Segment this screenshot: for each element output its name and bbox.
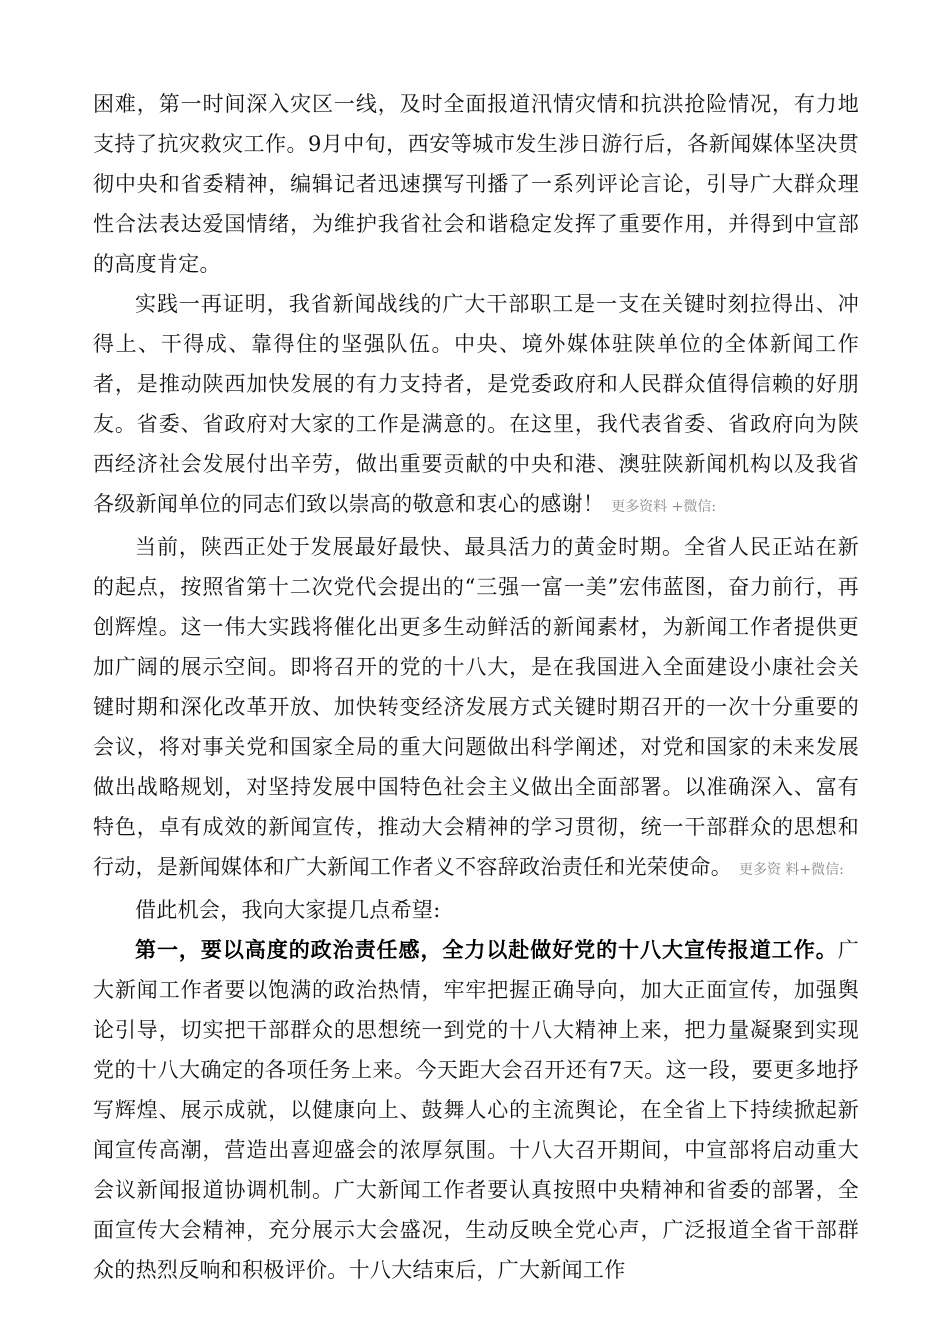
watermark-text: 更多资料 +微信: <box>611 499 717 515</box>
document-page <box>93 84 859 1290</box>
paragraph-news-team-praise <box>93 284 859 527</box>
paragraph-text: 借此机会，我向大家提几点希望: <box>135 898 441 922</box>
paragraph-text: 广大新闻工作者要以饱满的政治热情，牢牢把握正确导向，加大正面宣传，加强舆论引导，切实把干部群众的思想统一到党的十八大精神上来，把力量凝聚到实现党的十八大确定的各项任务上来。今天距大会召开还有7天。这一段，要更多地抒写辉煌、展示成就，以健康向上、鼓舞人心的主流舆论，在全省上下持续掀起新闻宣传高潮，营造出喜迎盛会的浓厚氛围。十八大召开期间，中宣部将启动重大会议新闻报道协调机制。广大新闻工作者要认真按照中央精神和省委的部署，全面宣传大会精神，充分展示大会盛况，生动反映全党心声，广泛报道全省干部群众的热烈反响和积极评价。十八大结束后，广大新闻工作 <box>93 938 859 1282</box>
section-heading: 第一，要以高度的政治责任感，全力以赴做好党的十八大宣传报道工作。 <box>135 937 838 962</box>
paragraph-text: 困难，第一时间深入灾区一线，及时全面报道汛情灾情和抗洪抢险情况，有力地支持了抗灾救灾工作。9月中旬，西安等城市发生涉日游行后，各新闻媒体坚决贯彻中央和省委精神，编辑记者迅速撰写刊播了一系列评论言论，引导广大群众理性合法表达爱国情绪，为维护我省社会和谐稳定发挥了重要作用，并得到中宣部的高度肯定。 <box>93 92 859 276</box>
paragraph-hopes-intro <box>93 890 859 930</box>
paragraph-text: 实践一再证明，我省新闻战线的广大干部职工是一支在关键时刻拉得出、冲得上、干得成、靠得住的坚强队伍。中央、境外媒体驻陕单位的全体新闻工作者，是推动陕西加快发展的有力支持者，是党委政府和人民群众值得信赖的好朋友。省委、省政府对大家的工作是满意的。在这里，我代表省委、省政府向为陕西经济社会发展付出辛劳，做出重要贡献的中央和港、澳驻陕新闻机构以及我省各级新闻单位的同志们致以崇高的敬意和衷心的感谢！ <box>93 292 859 516</box>
paragraph-current-situation <box>93 527 859 890</box>
paragraph-first-point <box>93 930 859 1290</box>
watermark-text: 更多资 料+微信: <box>738 862 844 878</box>
paragraph-text: 当前，陕西正处于发展最好最快、最具活力的黄金时期。全省人民正站在新的起点，按照省第十二次党代会提出的“三强一富一美”宏伟蓝图，奋力前行，再创辉煌。这一伟大实践将催化出更多生动鲜活的新闻素材，为新闻工作者提供更加广阔的展示空间。即将召开的党的十八大，是在我国进入全面建设小康社会关键时期和深化改革开放、加快转变经济发展方式关键时期召开的一次十分重要的会议，将对事关党和国家全局的重大问题做出科学阐述，对党和国家的未来发展做出战略规划，对坚持发展中国特色社会主义做出全面部署。以准确深入、富有特色，卓有成效的新闻宣传，推动大会精神的学习贯彻，统一干部群众的思想和行动，是新闻媒体和广大新闻工作者义不容辞政治责任和光荣使命。 <box>93 535 859 879</box>
paragraph-continuation <box>93 84 859 284</box>
